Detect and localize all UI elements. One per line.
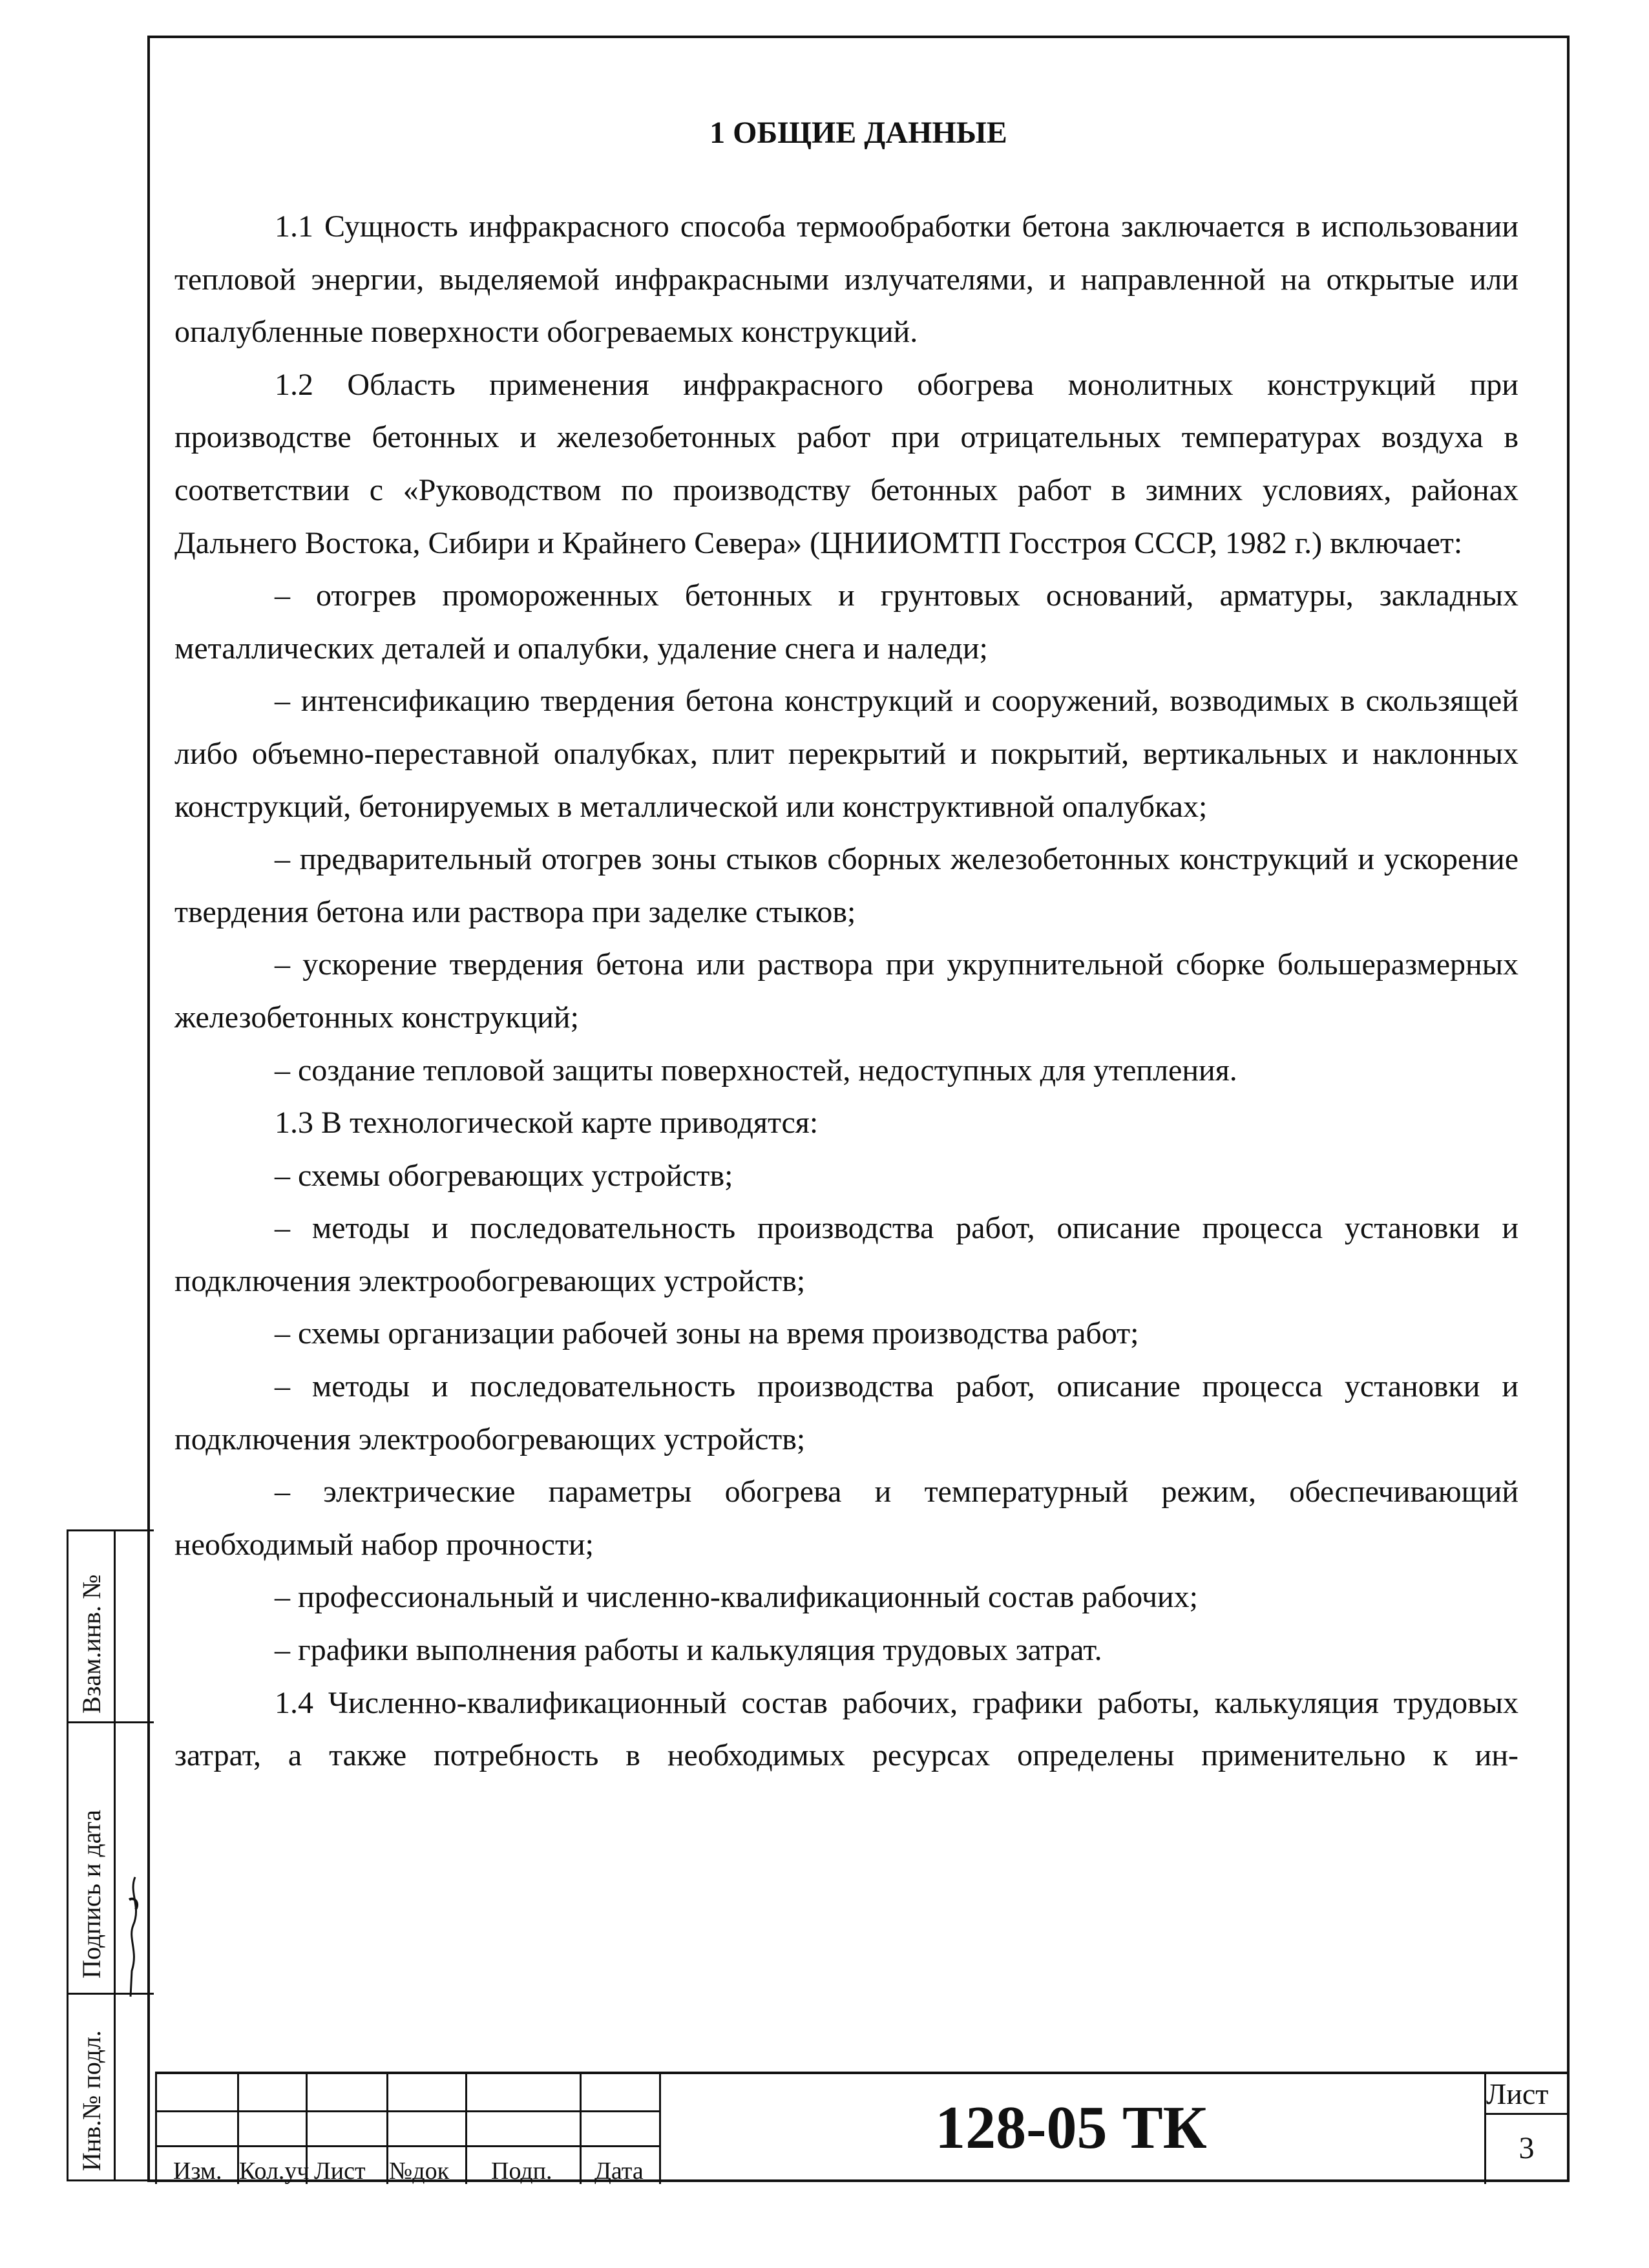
- list-item: – схемы организации рабочей зоны на время производства работ;: [275, 1316, 1139, 1351]
- orig-inv-label: Инв.№ подл.: [77, 2030, 106, 2171]
- paragraph: 1.4 Численно-квалификационный состав рабочих, графики работы, калькуляция трудовых затрат, а также потребность в необходимых ресурсах определены применительно к ин-: [174, 1685, 1518, 1773]
- list-item: – методы и последовательность производства работ, описание процесса установки и подключения электрообогревающих устройств;: [174, 1211, 1518, 1298]
- col-sheet: Лист: [314, 2158, 366, 2185]
- body-text: [174, 200, 1518, 1782]
- sheet-number: 3: [1518, 2131, 1535, 2165]
- list-item: – электрические параметры обогрева и температурный режим, обеспечивающий необходимый набор прочности;: [174, 1475, 1518, 1562]
- list-item: – графики выполнения работы и калькуляция трудовых затрат.: [275, 1633, 1102, 1668]
- list-item: – интенсификацию твердения бетона конструкций и сооружений, возводимых в скользящей либо объемно-переставной опалубках, плит перекрытий и покрытий, вертикальных и наклонных конструкций, бетонируемых в металлической или конструктивной опалубках;: [174, 684, 1518, 824]
- document-code: 128-05 ТК: [935, 2094, 1207, 2161]
- list-item: – методы и последовательность производства работ, описание процесса установки и подключения электрообогревающих устройств;: [174, 1369, 1518, 1456]
- col-sign: Подп.: [491, 2158, 552, 2185]
- section-heading: 1 ОБЩИЕ ДАННЫЕ: [709, 116, 1007, 150]
- signature-mark: [125, 1874, 145, 2003]
- replaced-inv-label: Взам.инв. №: [77, 1574, 106, 1714]
- list-item: – отогрев промороженных бетонных и грунтовых оснований, арматуры, закладных металлических деталей и опалубки, удаление снега и наледи;: [174, 578, 1518, 666]
- list-item: – схемы обогревающих устройств;: [275, 1158, 733, 1193]
- col-qty: Кол.уч: [239, 2158, 310, 2185]
- sign-date-label: Подпись и дата: [77, 1809, 106, 1979]
- list-item: – ускорение твердения бетона или раствора при укрупнительной сборке большеразмерных железобетонных конструкций;: [174, 947, 1518, 1034]
- paragraph: 1.2 Область применения инфракрасного обогрева монолитных конструкций при производстве бетонных и железобетонных работ при отрицательных температурах воздуха в соответствии с «Руководством по производству бетонных работ в зимних условиях, районах Дальнего Востока, Сибири и Крайнего Севера» (ЦНИИОМТП Госстроя СССР, 1982 г.) включает:: [174, 367, 1518, 560]
- list-item: – профессиональный и численно-квалификационный состав рабочих;: [275, 1580, 1198, 1615]
- col-date: Дата: [594, 2158, 644, 2185]
- col-doc-no: №док: [389, 2158, 450, 2185]
- paragraph: 1.3 В технологической карте приводятся:: [275, 1106, 819, 1140]
- paragraph: 1.1 Сущность инфракрасного способа термообработки бетона заключается в использовании тепловой энергии, выделяемой инфракрасными излучателями, и направленной на открытые или опалубленные поверхности обогреваемых конструкций.: [174, 209, 1518, 350]
- side-stamp: [67, 1529, 154, 2181]
- list-item: – создание тепловой защиты поверхностей, недоступных для утепления.: [275, 1053, 1237, 1087]
- col-change: Изм.: [173, 2158, 222, 2185]
- list-item: – предварительный отогрев зоны стыков сборных железобетонных конструкций и ускорение твердения бетона или раствора при заделке стыков;: [174, 842, 1518, 929]
- sheet-label: Лист: [1486, 2077, 1549, 2110]
